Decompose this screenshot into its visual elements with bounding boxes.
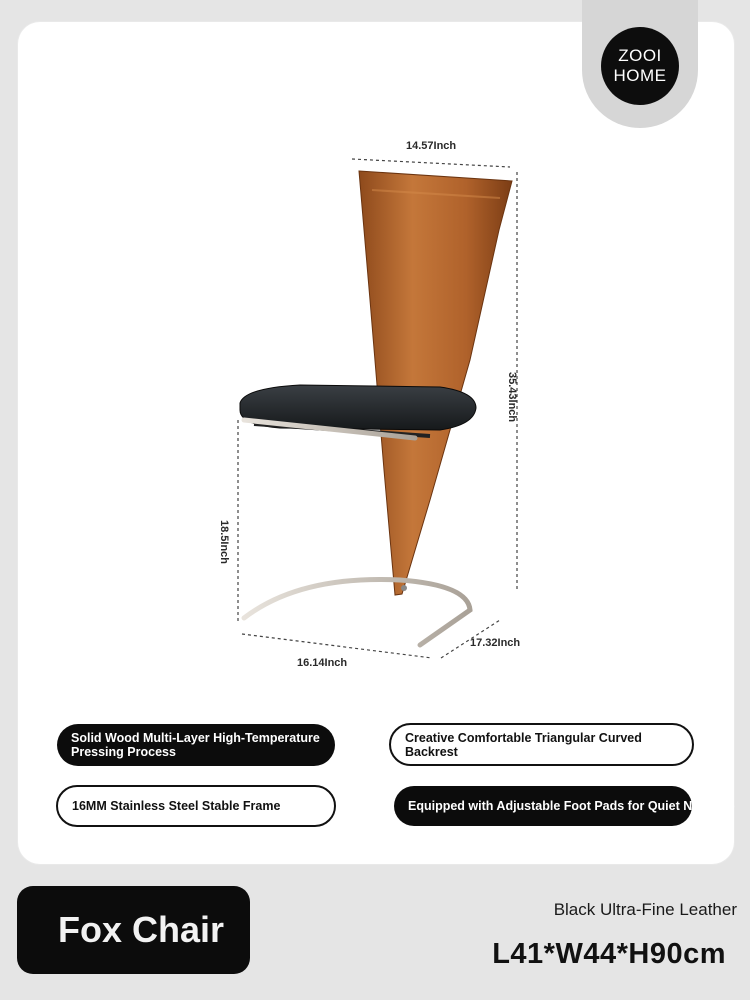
dim-seat-height-label: 18.5Inch	[218, 520, 230, 565]
dim-length-label: 16.14Inch	[297, 657, 348, 669]
feature-text-wood: Solid Wood Multi-Layer High-Temperature Pressing Process	[71, 731, 320, 759]
brand-logo-line2: HOME	[613, 66, 667, 85]
feature-pill-footpads	[394, 786, 735, 826]
feature-text-backrest: Creative Comfortable Triangular Curved Backrest	[405, 730, 642, 759]
feature-pill-backrest	[389, 723, 694, 766]
product-title-box	[17, 886, 250, 974]
wooden-backrest	[359, 171, 512, 595]
feature-pill-wood	[57, 724, 335, 766]
product-material: Black Ultra-Fine Leather	[553, 900, 737, 919]
brand-logo-line1: ZOOI	[618, 46, 662, 65]
feature-pill-frame	[56, 785, 336, 827]
dim-depth-label: 17.32Inch	[470, 637, 521, 649]
product-name: Fox Chair	[58, 909, 225, 950]
feature-text-footpads: Equipped with Adjustable Foot Pads for Quiet Non-Slip	[408, 799, 735, 813]
product-size: L41*W44*H90cm	[492, 938, 726, 970]
dim-height-label: 35.43Inch	[506, 372, 518, 423]
dim-width-label: 14.57Inch	[406, 140, 457, 152]
feature-text-frame: 16MM Stainless Steel Stable Frame	[72, 799, 281, 813]
